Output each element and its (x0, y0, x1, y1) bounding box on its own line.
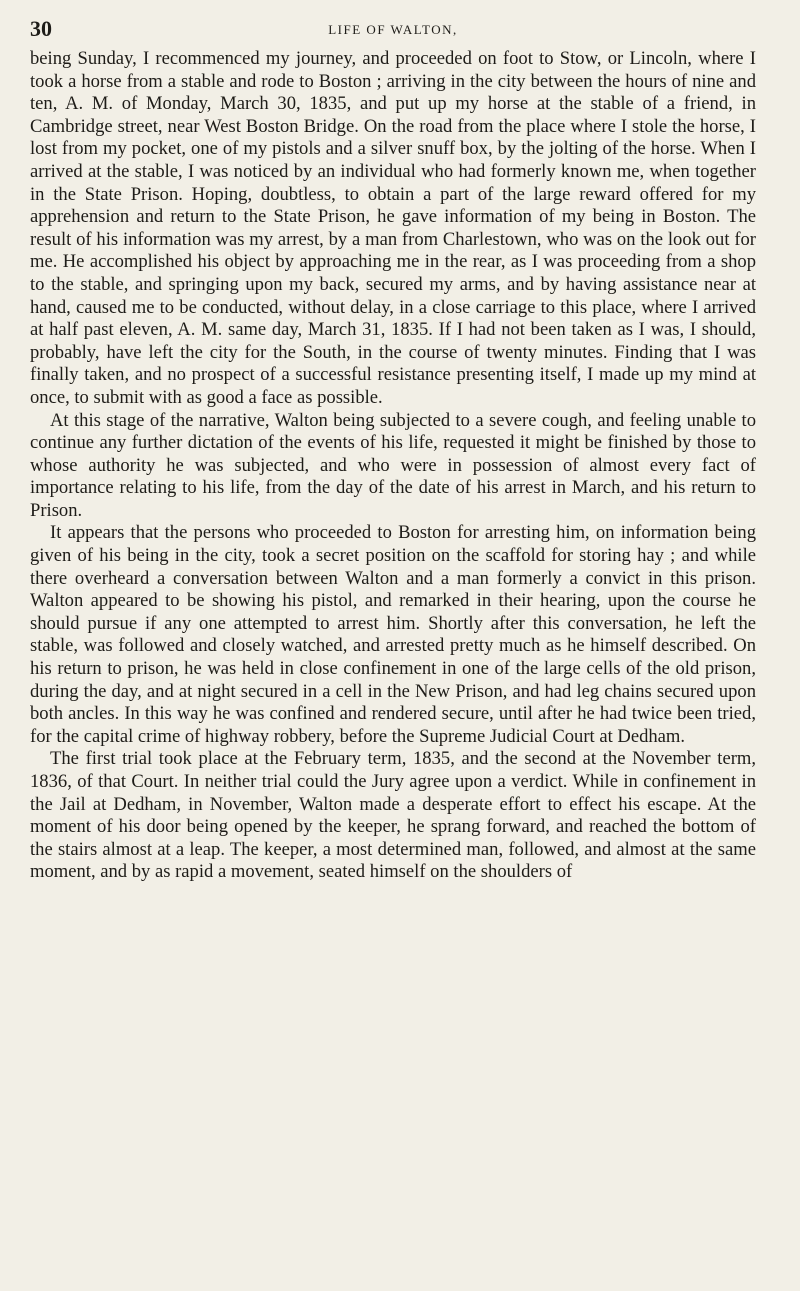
page-header (30, 10, 756, 48)
paragraph-arrest-account: It appears that the persons who proceeded to Boston for arresting him, on information being given of his being in the city, took a secret position on the scaffold for storing hay ; and while there overheard a conversation between Walton and a man formerly a convict in this prison. Walton appeared to be showing his pistol, and remarked in their hearing, upon the course he should pursue if any one attempted to arrest him. Shortly after this conversation, he left the stable, was followed and closely watched, and arrested pretty much as he himself described. On his return to prison, he was held in close confinement in one of the large cells of the old prison, during the day, and at night secured in a cell in the New Prison, and had leg chains secured upon both ancles. In this way he was confined and rendered secure, until after he had twice been tried, for the capital crime of highway robbery, before the Supreme Judicial Court at Dedham. (30, 522, 756, 747)
paragraph-continued: being Sunday, I recommenced my journey, and proceeded on foot to Stow, or Lincoln, where I took a horse from a stable and rode to Boston ; arriving in the city between the hours of nine and ten, A. M. of Monday, March 30, 1835, and put up my horse at the stable of a friend, in Cambridge street, near West Boston Bridge. On the road from the place where I stole the horse, I lost from my pocket, one of my pistols and a silver snuff box, by the jolting of the horse. When I arrived at the stable, I was noticed by an individual who had formerly known me, when together in the State Prison. Hoping, doubtless, to obtain a part of the large reward offered for my apprehension and return to the State Prison, he gave information of my being in Boston. The result of his information was my arrest, by a man from Charlestown, who was on the look out for me. He accomplished his object by approaching me in the rear, as I was proceeding from a shop to the stable, and springing upon my back, secured my arms, and by having assistance near at hand, caused me to be conducted, without delay, in a close carriage to this place, where I arrived at half past eleven, A. M. same day, March 31, 1835. If I had not been taken as I was, I should, probably, have left the city for the South, in the course of twenty minutes. Finding that I was finally taken, and no prospect of a successful resistance presenting itself, I made up my mind at once, to submit with as good a face as possible. (30, 48, 756, 408)
page-number: 30 (30, 16, 52, 41)
running-head: LIFE OF WALTON, (328, 22, 458, 37)
paragraph-narrative-pause: At this stage of the narrative, Walton being subjected to a severe cough, and feeling unable to continue any further dictation of the events of his life, requested it might be finished by those to whose authority he was subjected, and who were in possession of almost every fact of importance relating to his life, from the day of the date of his arrest in March, and his return to Prison. (30, 409, 756, 521)
paragraph-trials: The first trial took place at the February term, 1835, and the second at the November term, 1836, of that Court. In neither trial could the Jury agree upon a verdict. While in confinement in the Jail at Dedham, in November, Walton made a desperate effort to effect his escape. At the moment of his door being opened by the keeper, he sprang forward, and reached the bottom of the stairs almost at a leap. The keeper, a most determined man, followed, and almost at the same moment, and by as rapid a movement, seated himself on the shoulders of (30, 748, 756, 883)
body-text (30, 48, 756, 884)
